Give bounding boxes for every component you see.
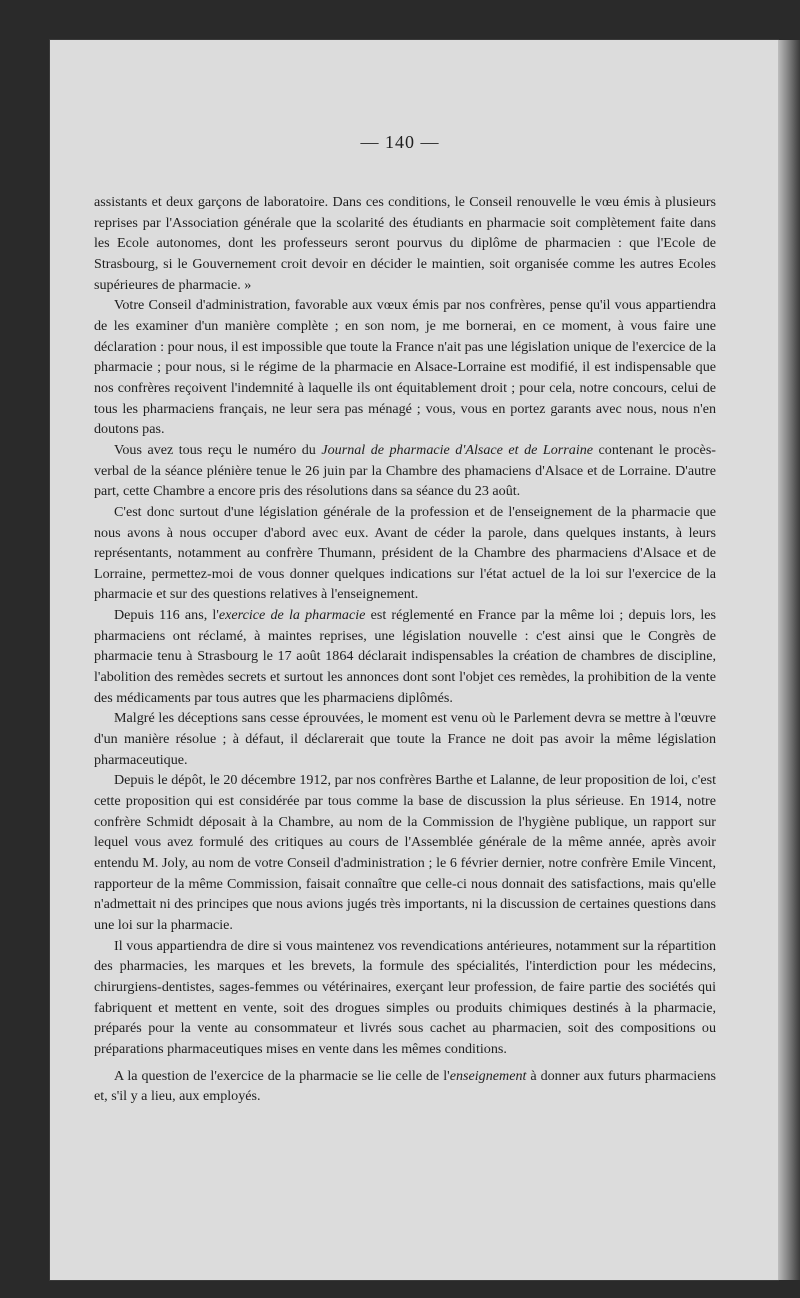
paragraph-7: Depuis le dépôt, le 20 décembre 1912, par nos confrères Barthe et Lalanne, de leur proposition de loi, c'est cette proposition qui est considérée par tous comme la base de discussion la plus sérieuse. En 1914, notre confrère Schmidt déposait à la Chambre, au nom de la Commission de l'hygiène publique, un rapport sur lequel vous avez formulé des critiques au cours de l'Assemblée générale de la même année, après avoir entendu M. Joly, au nom de votre Conseil d'administration ; le 6 février dernier, notre confrère Emile Vincent, rapporteur de la même Commission, faisait connaître que celle-ci nous donnait des satisfactions, mais qu'elle n'admettait ni des principes que nous avions jugés très importants, ni la discussion de certaines questions dans une loi sur la pharmacie.: [94, 772, 716, 933]
emphasis-exercice: exercice de la pharmacie: [218, 607, 366, 624]
emphasis-enseignement: enseignement: [449, 1067, 527, 1084]
paragraph-2: Votre Conseil d'administration, favorable aux vœux émis par nos confrères, pense qu'il vous appartiendra de les examiner d'un manière complète ; en son nom, je me bornerai, en ce moment, à vous faire une déclaration : pour nous, il est impossible que toute la France n'ait pas une législation unique de l'exercice de la pharmacie ; pour nous, si le régime de la pharmacie en Alsace-Lorraine est modifié, il est indispensable que nos confrères reçoivent l'indemnité à laquelle ils ont équitablement droit ; pour cela, notre concours, celui de tous les pharmaciens français, ne leur sera pas ménagé ; vous, vous en portez garants avec nous, nous n'en doutons pas.: [94, 297, 716, 438]
body-text: [94, 192, 716, 1107]
paragraph-5: Depuis 116 ans, l'exercice de la pharmacie est réglementé en France par la même loi ; depuis lors, les pharmaciens ont réclamé, à maintes reprises, une législation nouvelle : c'est ainsi que le Congrès de pharmacie tenu à Strasbourg le 17 août 1864 déclarait indispensables la création de chambres de discipline, l'abolition des remèdes secrets et surtout les annonces dont sont l'objet ces remèdes, la prohibition de la vente des médicaments par tous autres que les pharmaciens diplômés.: [94, 607, 717, 706]
paragraph-3: Vous avez tous reçu le numéro du Journal de pharmacie d'Alsace et de Lorraine contenant le procès-verbal de la séance plénière tenue le 26 juin par la Chambre des phamaciens d'Alsace et de Lorraine. D'autre part, cette Chambre a encore pris des résolutions dans sa séance du 23 août.: [94, 441, 716, 500]
paragraph-6: Malgré les déceptions sans cesse éprouvées, le moment est venu où le Parlement devra se mettre à l'œuvre d'un manière résolue ; à défaut, il déclarerait que toute la France ne doit pas avoir la même législation pharmaceutique.: [94, 710, 716, 768]
page-number: — 140 —: [360, 132, 440, 152]
page-edge: [778, 40, 800, 1280]
paragraph-4: C'est donc surtout d'une législation générale de la profession et de l'enseignement de la pharmacie que nous avons à nous occuper d'abord avec eux. Avant de céder la parole, dans quelques instants, à leurs représentants, notamment au confrère Thumann, président de la Chambre des pharmaciens d'Alsace et de Lorraine, permettez-moi de vous donner quelques indications sur l'état actuel de la loi sur l'exercice de la pharmacie et sur des questions relatives à l'enseignement.: [94, 503, 716, 603]
paragraph-9: A la question de l'exercice de la pharmacie se lie celle de l'enseignement à donner aux futurs pharmaciens et, s'il y a lieu, aux employés.: [94, 1067, 716, 1105]
journal-title: Journal de pharmacie d'Alsace et de Lorraine: [321, 441, 594, 458]
paragraph-1: assistants et deux garçons de laboratoire. Dans ces conditions, le Conseil renouvelle le vœu émis à plusieurs reprises par l'Association générale que la scolarité des étudiants en pharmacie soit complètement faite dans les Ecole autonomes, dont les professeurs seront pourvus du diplôme de pharmacien : que l'Ecole de Strasbourg, si le Gouvernement croit devoir en décider le maintien, soit organisée comme les autres Ecoles supérieures de pharmacie. »: [94, 194, 716, 293]
paragraph-8: Il vous appartiendra de dire si vous maintenez vos revendications antérieures, notamment sur la répartition des pharmacies, les marques et les brevets, la formule des spécialités, l'interdiction pour les médecins, chirurgiens-dentistes, sages-femmes ou vétérinaires, exerçant leur profession, de faire partie des sociétés qui fabriquent et mettent en vente, soit des drogues simples ou produits chimiques destinés à la pharmacie, préparés pour la vente au consommateur et livrés sous cachet au pharmacien, soit des compositions ou préparations pharmaceutiques mises en vente dans les mêmes conditions.: [94, 937, 716, 1057]
